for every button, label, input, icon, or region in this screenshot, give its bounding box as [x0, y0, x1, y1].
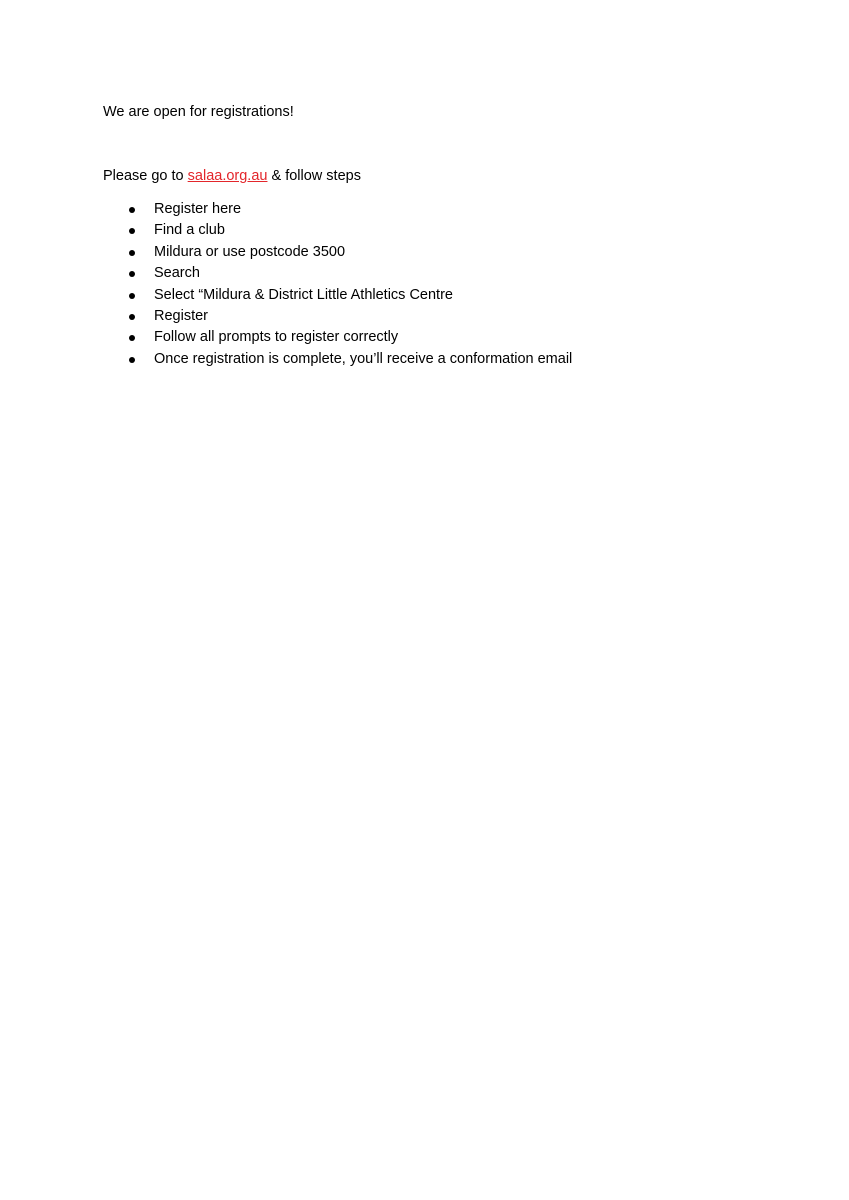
step-text: Select “Mildura & District Little Athletics Centre — [154, 286, 453, 303]
bullet-icon — [129, 335, 135, 341]
bullet-icon — [129, 228, 135, 234]
bullet-icon — [129, 314, 135, 320]
instruction-suffix: & follow steps — [267, 168, 361, 184]
bullet-icon — [129, 271, 135, 277]
step-text: Register — [154, 307, 208, 324]
step-text: Once registration is complete, you’ll receive a conformation email — [154, 350, 573, 367]
bullet-icon — [129, 250, 135, 256]
bullet-icon — [129, 293, 135, 299]
step-text: Follow all prompts to register correctly — [154, 329, 399, 346]
salaa-link[interactable]: salaa.org.au — [187, 168, 268, 184]
instruction-prefix: Please go to — [103, 168, 188, 184]
instruction-line — [103, 167, 361, 185]
step-text: Register here — [154, 201, 242, 217]
bullet-icon — [129, 207, 135, 213]
step-text: Find a club — [154, 222, 225, 239]
intro-text: We are open for registrations! — [103, 104, 294, 120]
bullet-icon — [129, 357, 135, 363]
step-text: Mildura or use postcode 3500 — [154, 243, 346, 260]
step-text: Search — [154, 265, 200, 282]
